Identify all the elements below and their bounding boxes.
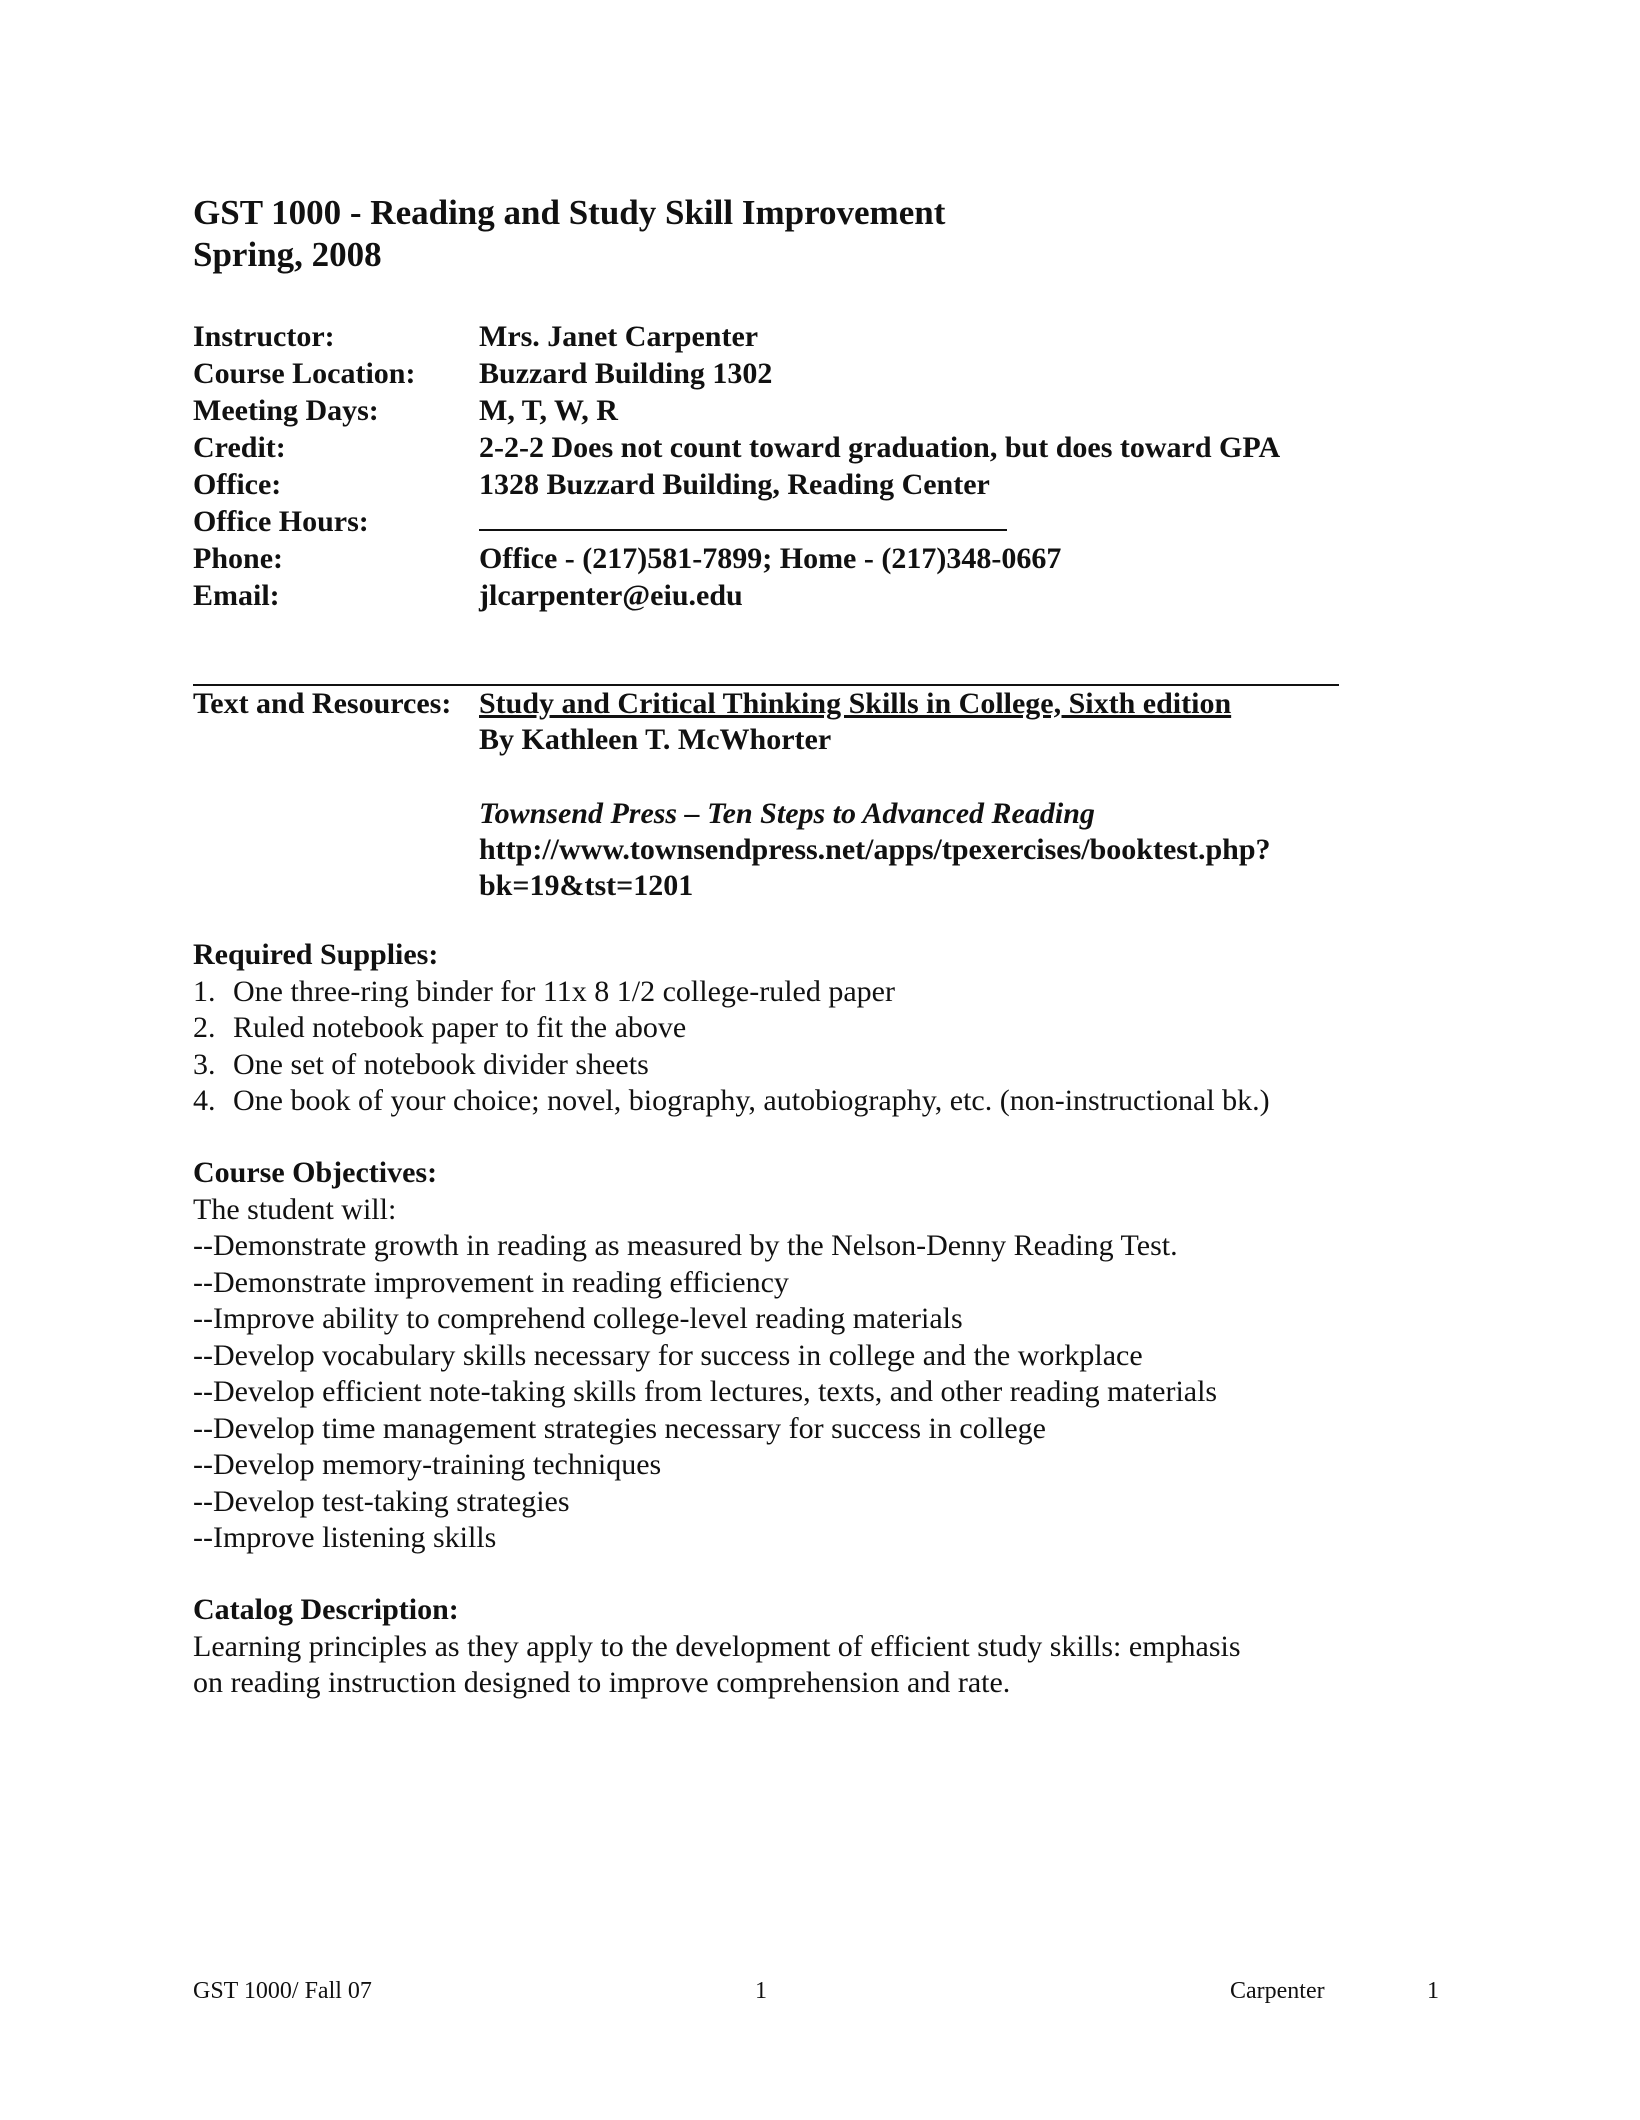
objectives-heading: Course Objectives:	[193, 1156, 438, 1189]
email: jlcarpenter@eiu.edu	[479, 579, 743, 612]
objective-item: --Develop vocabulary skills necessary for success in college and the workplace	[193, 1338, 1143, 1372]
objective-item: --Improve listening skills	[193, 1521, 497, 1554]
course-info-table	[193, 318, 1280, 614]
info-label: Office:	[193, 468, 282, 501]
info-row-phone	[193, 540, 1280, 577]
list-text: One three-ring binder for 11x 8 1/2 college-ruled paper	[233, 974, 895, 1008]
list-text: One book of your choice; novel, biography, autobiography, etc. (non-instructional bk.)	[233, 1084, 1270, 1117]
catalog-description	[193, 1592, 1241, 1702]
catalog-text-line: Learning principles as they apply to the development of efficient study skills: emphasis	[193, 1629, 1241, 1663]
list-text: One set of notebook divider sheets	[233, 1047, 649, 1081]
blank-fill-line	[479, 505, 1007, 531]
supplies-heading: Required Supplies:	[193, 938, 439, 971]
office: 1328 Buzzard Building, Reading Center	[479, 468, 990, 501]
info-row-office	[193, 466, 1280, 503]
objective-item: --Demonstrate improvement in reading efficiency	[193, 1265, 789, 1299]
meeting-days: M, T, W, R	[479, 394, 618, 427]
footer-center-number: 1	[755, 1978, 767, 2004]
objectives-intro: The student will:	[193, 1192, 397, 1226]
resource-url-line2: bk=19&tst=1201	[479, 869, 694, 902]
textbook-title: Study and Critical Thinking Skills in College, Sixth edition	[479, 687, 1232, 720]
catalog-heading: Catalog Description:	[193, 1593, 459, 1626]
resource-url-line1: http://www.townsendpress.net/apps/tpexercises/booktest.php?	[479, 833, 1271, 866]
course-title: GST 1000 - Reading and Study Skill Improvement	[193, 193, 946, 232]
info-row-office-hours	[193, 503, 1280, 540]
textbook-author: By Kathleen T. McWhorter	[479, 723, 832, 756]
info-row-credit	[193, 429, 1280, 466]
resources-row	[193, 686, 1271, 904]
list-number: 1.	[193, 974, 216, 1008]
list-item	[193, 974, 1270, 1011]
phone: Office - (217)581-7899; Home - (217)348-0667	[479, 542, 1062, 575]
list-item	[193, 1083, 1270, 1120]
objective-item: --Improve ability to comprehend college-level reading materials	[193, 1302, 963, 1335]
document-header	[193, 192, 945, 276]
info-label: Meeting Days:	[193, 394, 379, 427]
required-supplies	[193, 937, 1270, 1120]
info-row-meeting-days	[193, 392, 1280, 429]
instructor-name: Mrs. Janet Carpenter	[479, 320, 759, 353]
info-label: Phone:	[193, 542, 283, 575]
objective-item: --Develop time management strategies necessary for success in college	[193, 1411, 1046, 1445]
text-and-resources	[193, 686, 1271, 904]
press-title: Townsend Press – Ten Steps to Advanced Reading	[479, 797, 1095, 830]
list-item	[193, 1010, 1270, 1047]
info-label: Office Hours:	[193, 505, 369, 538]
credit: 2-2-2 Does not count toward graduation, but does toward GPA	[479, 431, 1281, 464]
info-label: Credit:	[193, 431, 286, 464]
objective-item: --Develop memory-training techniques	[193, 1448, 662, 1481]
objective-item: --Develop efficient note-taking skills from lectures, texts, and other reading materials	[193, 1375, 1218, 1408]
catalog-text-line: on reading instruction designed to improve comprehension and rate.	[193, 1666, 1011, 1699]
resources-label: Text and Resources:	[193, 687, 452, 720]
list-number: 4.	[193, 1084, 216, 1117]
info-label: Instructor:	[193, 320, 335, 353]
objective-item: --Demonstrate growth in reading as measured by the Nelson-Denny Reading Test.	[193, 1229, 1178, 1262]
term: Spring, 2008	[193, 235, 382, 274]
info-label: Course Location:	[193, 357, 416, 390]
office-hours-blank	[479, 503, 1007, 540]
info-row-instructor	[193, 318, 1280, 355]
list-text: Ruled notebook paper to fit the above	[233, 1011, 687, 1044]
course-location: Buzzard Building 1302	[479, 357, 773, 390]
spacer	[479, 758, 1271, 796]
footer-page-number: 1	[1427, 1978, 1439, 2004]
info-row-location	[193, 355, 1280, 392]
info-label: Email:	[193, 579, 280, 612]
footer-author: Carpenter	[1230, 1978, 1325, 2004]
objective-item: --Develop test-taking strategies	[193, 1484, 570, 1518]
list-item	[193, 1047, 1270, 1084]
info-row-email	[193, 577, 1280, 614]
course-objectives	[193, 1155, 1217, 1557]
resources-content	[479, 686, 1271, 904]
footer-course: GST 1000/ Fall 07	[193, 1978, 372, 2004]
list-number: 3.	[193, 1047, 216, 1081]
list-number: 2.	[193, 1011, 216, 1044]
